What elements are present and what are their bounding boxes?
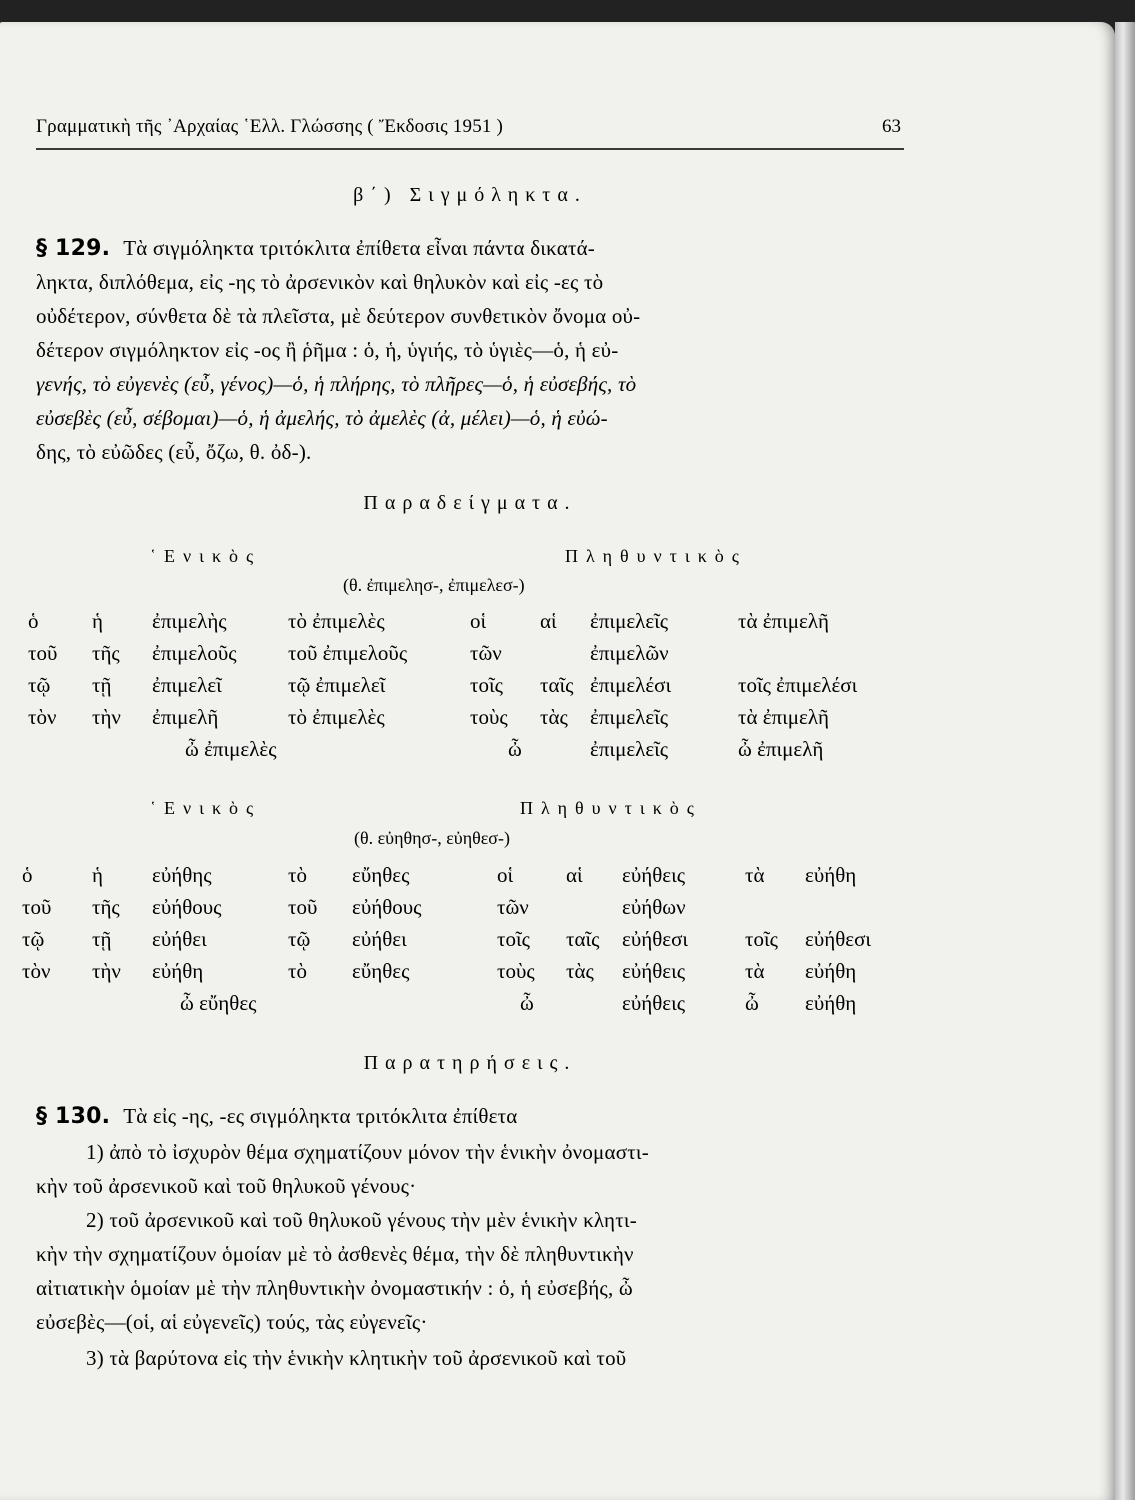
singular-heading: ῾Ενικὸς [150,798,262,818]
table-cell: ὁ [22,863,33,887]
table-cell: τῷ [28,673,51,697]
table-cell: τῶν [497,895,529,919]
vocative-cell: εὐήθη [805,991,857,1015]
table-cell: τοῖς [745,927,778,951]
table-cell: τοὺς [497,959,535,983]
table-cell: τοῖς ἐπιμελέσι [738,673,858,697]
table-cell: τῆς [92,895,120,919]
table-cell: τῆς [92,641,120,665]
para-129-line [36,236,906,261]
table-cell: ὁ [28,609,39,633]
table-cell: εὐήθεις [622,863,686,887]
table-cell: τῇ [92,927,112,951]
stem-label: (θ. εὐηθησ-, εὐηθεσ-) [354,828,510,848]
table-cell: τὴν [92,959,121,983]
para-130-line: αἰτιατικὴν ὁμοίαν μὲ τὴν πληθυντικὴν ὀνομαστικήν : ὁ, ἡ εὐσεβής, ὦ [36,1276,633,1300]
para-129-number: § 129. [36,236,111,261]
table-cell: τὸν [22,959,51,983]
vocative-cell: ὦ [508,737,522,761]
table-cell: ἐπιμελὴς [152,609,227,633]
para-130-line: εὐσεβὲς—(οἱ, αἱ εὐγενεῖς) τούς, τὰς εὐγενεῖς· [36,1310,428,1334]
table-cell: εὐήθη [152,959,204,983]
table-cell: εὐήθεσι [805,927,872,951]
table-cell: οἱ [497,863,514,887]
table-cell: τῶν [470,641,502,665]
table-cell: εὐήθεις [622,959,686,983]
table-cell: τῇ [92,673,112,697]
table-cell: εὐήθει [352,927,407,951]
para-129-line: γενής, τὸ εὐγενὲς (εὖ, γένος)—ὁ, ἡ πλήρης, τὸ πλῆρες—ὁ, ἡ εὐσεβής, τὸ [36,372,637,396]
examples-title: Παραδείγματα. [363,492,577,514]
table-cell: τὸ ἐπιμελὲς [288,705,385,729]
para-130-line: 3) τὰ βαρύτονα εἰς τὴν ἑνικὴν κλητικὴν τοῦ ἀρσενικοῦ καὶ τοῦ [86,1346,627,1370]
vocative-cell: ὦ [745,991,759,1015]
table-cell: ταῖς [566,927,600,951]
table-cell: ἐπιμελεῖς [590,609,669,633]
table-cell: τὰ [745,959,765,983]
table-cell: τὴν [92,705,121,729]
section-title: β΄) Σιγμόληκτα. [353,184,587,206]
table-cell: τὸ ἐπιμελὲς [288,609,385,633]
stem-label: (θ. ἐπιμελησ-, ἐπιμελεσ-) [343,575,525,595]
vocative-cell: ὦ [520,991,534,1015]
vocative-cell: εὐήθεις [622,991,686,1015]
table-cell: τοὺς [470,705,508,729]
table-cell: τὰς [540,705,568,729]
page-edge [1115,22,1135,1500]
table-cell: ἐπιμελεῖ [152,673,222,697]
para-129-text: Τὰ σιγμόληκτα τριτόκλιτα ἐπίθετα εἶναι πάντα δικατά- [123,236,595,260]
table-cell: τὰ [745,863,765,887]
table-cell: εὐήθους [352,895,422,919]
table-cell: εὐήθεσι [622,927,689,951]
table-cell: ἡ [92,609,103,633]
table-cell: εὐήθους [152,895,222,919]
singular-heading: ῾Ενικὸς [150,546,262,566]
table-cell: ἐπιμελῶν [590,641,669,665]
table-cell: τὸ [288,959,307,983]
para-130-line: κὴν τοῦ ἀρσενικοῦ καὶ τοῦ θηλυκοῦ γένους· [36,1174,417,1198]
table-cell: ἐπιμελῆ [152,705,219,729]
para-129-line: οὐδέτερον, σύνθετα δὲ τὰ πλεῖστα, μὲ δεύτερον συνθετικὸν ὄνομα οὐ- [36,304,641,328]
table-cell: τῷ [288,927,311,951]
table-cell: εὐήθης [152,863,212,887]
table-cell: τοῦ [28,641,58,665]
vocative-cell: ἐπιμελεῖς [590,737,669,761]
para-130-line: 2) τοῦ ἀρσενικοῦ καὶ τοῦ θηλυκοῦ γένους τὴν μὲν ἑνικὴν κλητι- [86,1208,637,1232]
table-cell: ἡ [92,863,103,887]
table-cell: εὐήθη [805,863,857,887]
vocative-cell: ὦ ἐπιμελῆ [738,737,824,761]
table-cell: τὸν [28,705,57,729]
para-129-line: ληκτα, διπλόθεμα, εἰς -ης τὸ ἀρσενικὸν καὶ θηλυκὸν καὶ εἰς -ες τὸ [36,270,604,294]
table-cell: τοῦ [22,895,52,919]
para-130-text: Τὰ εἰς -ης, -ες σιγμόληκτα τριτόκλιτα ἐπίθετα [123,1104,518,1128]
table-cell: τοῦ [288,895,318,919]
vocative-cell: ὦ ἐπιμελὲς [185,737,277,761]
table-cell: τοῖς [470,673,503,697]
table-cell: τῷ [22,927,45,951]
para-130-line: 1) ἀπὸ τὸ ἰσχυρὸν θέμα σχηματίζουν μόνον τὴν ἑνικὴν ὀνομαστι- [86,1140,649,1164]
table-cell: τὰ ἐπιμελῆ [738,609,830,633]
table-cell: ἐπιμελέσι [590,673,672,697]
plural-heading: Πληθυντικὸς [520,798,702,818]
table-cell: ἐπιμελεῖς [590,705,669,729]
page-number: 63 [882,116,901,137]
table-cell: εὐήθη [805,959,857,983]
running-header: Γραμματικὴ τῆς ᾿Αρχαίας ῾Ελλ. Γλώσσης ( Ἔκδοσις 1951 ) [36,116,504,137]
table-cell: εὔηθες [352,959,410,983]
table-cell: οἱ [470,609,487,633]
vocative-cell: ὦ εὔηθες [180,991,257,1015]
para-130-number: § 130. [36,1104,111,1129]
table-cell: ἐπιμελοῦς [152,641,237,665]
table-cell: τὰ ἐπιμελῆ [738,705,830,729]
para-130-line [36,1104,906,1129]
plural-heading: Πληθυντικὸς [565,546,747,566]
para-130-line: κὴν τὴν σχηματίζουν ὁμοίαν μὲ τὸ ἀσθενὲς θέμα, τὴν δὲ πληθυντικὴν [36,1242,634,1266]
table-cell: τοῖς [497,927,530,951]
table-cell: αἱ [566,863,583,887]
table-cell: εὐήθων [622,895,686,919]
header-rule [36,148,904,150]
table-cell: τοῦ ἐπιμελοῦς [288,641,408,665]
table-cell: τὸ [288,863,307,887]
para-129-line: δης, τὸ εὐῶδες (εὖ, ὄζω, θ. ὀδ-). [36,440,312,464]
para-129-line: εὐσεβὲς (εὖ, σέβομαι)—ὁ, ἡ ἀμελής, τὸ ἀμελὲς (ἀ, μέλει)—ὁ, ἡ εὐώ- [36,406,608,430]
table-cell: τῷ ἐπιμελεῖ [288,673,386,697]
table-cell: εὐήθει [152,927,207,951]
observations-title: Παρατηρήσεις. [363,1052,577,1074]
table-cell: εὔηθες [352,863,410,887]
table-cell: αἱ [540,609,557,633]
table-cell: τὰς [566,959,594,983]
para-129-line: δέτερον σιγμόληκτον εἰς -ος ἢ ῥῆμα : ὁ, ἡ, ὑγιής, τὸ ὑγιὲς—ὁ, ἡ εὐ- [36,338,619,362]
table-cell: ταῖς [540,673,574,697]
